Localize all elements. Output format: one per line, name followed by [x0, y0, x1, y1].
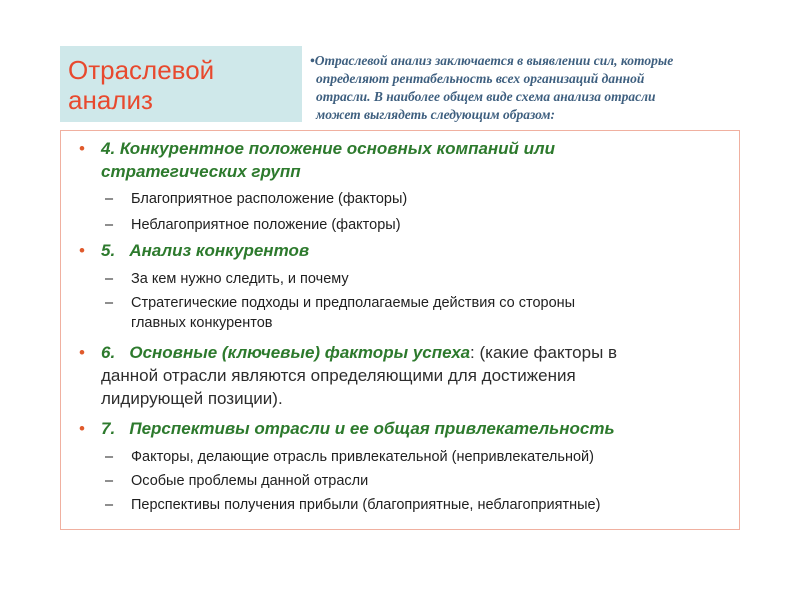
dash-icon: – — [105, 497, 114, 513]
item-rest-text: лидирующей позиции). — [101, 389, 283, 408]
bullet-icon: • — [79, 419, 85, 438]
bullet-icon: • — [79, 241, 85, 260]
intro-bullet: • — [310, 53, 315, 68]
item-heading: 5. Анализ конкурентов — [101, 241, 310, 260]
sub-item-text: Факторы, делающие отрасль привлекательной (непривлекательной) — [131, 449, 594, 465]
title-line-2: анализ — [68, 85, 153, 115]
sub-item — [105, 215, 401, 235]
sub-item — [105, 293, 575, 333]
dash-icon: – — [105, 473, 114, 489]
list-item — [79, 341, 617, 410]
intro-line-1 — [310, 52, 740, 70]
dash-icon: – — [105, 295, 114, 311]
dash-icon: – — [105, 449, 114, 465]
item-heading — [101, 137, 555, 183]
sub-item-text: Благоприятное расположение (факторы) — [131, 191, 408, 207]
item-paragraph — [101, 341, 617, 410]
intro-paragraph — [310, 52, 740, 124]
item-heading-line: 4. Конкурентное положение основных компаний или — [101, 139, 556, 158]
item-heading: 6. Основные (ключевые) факторы успеха — [101, 343, 471, 362]
sub-item-text: Стратегические подходы и предполагаемые действия со стороны — [131, 295, 576, 311]
list-item — [79, 239, 309, 262]
bullet-icon: • — [79, 139, 85, 158]
list-item — [79, 417, 615, 440]
sub-item-text: За кем нужно следить, и почему — [131, 271, 349, 287]
intro-line-4: может выглядеть следующим образом: — [316, 107, 556, 122]
item-heading: 7. Перспективы отрасли и ее общая привлекательность — [101, 419, 615, 438]
title-line-1: Отраслевой — [68, 55, 215, 85]
sub-item-text: Перспективы получения прибыли (благоприятные, неблагоприятные) — [131, 497, 601, 513]
item-rest-text: : (какие факторы в — [470, 343, 618, 362]
sub-item — [105, 447, 594, 467]
sub-item-text: Особые проблемы данной отрасли — [131, 473, 369, 489]
sub-item — [105, 269, 349, 289]
intro-line-3: отрасли. В наиболее общем виде схема анализа отрасли — [316, 89, 656, 104]
bullet-icon: • — [79, 343, 85, 362]
dash-icon: – — [105, 217, 114, 233]
content-box — [60, 130, 740, 530]
list-item — [79, 137, 555, 183]
page-title — [68, 55, 298, 115]
sub-item-text: Неблагоприятное положение (факторы) — [131, 217, 401, 233]
item-rest-text: данной отрасли являются определяющими для достижения — [101, 366, 576, 385]
dash-icon: – — [105, 191, 114, 207]
dash-icon: – — [105, 271, 114, 287]
sub-item — [105, 189, 407, 209]
sub-item-text: главных конкурентов — [131, 315, 273, 331]
title-box — [60, 46, 302, 122]
sub-item — [105, 495, 600, 515]
sub-item — [105, 471, 368, 491]
item-heading-line: стратегических групп — [101, 162, 301, 181]
intro-line-2: определяют рентабельность всех организаций данной — [316, 71, 645, 86]
intro-line-1-text: Отраслевой анализ заключается в выявлении сил, которые — [314, 53, 674, 68]
